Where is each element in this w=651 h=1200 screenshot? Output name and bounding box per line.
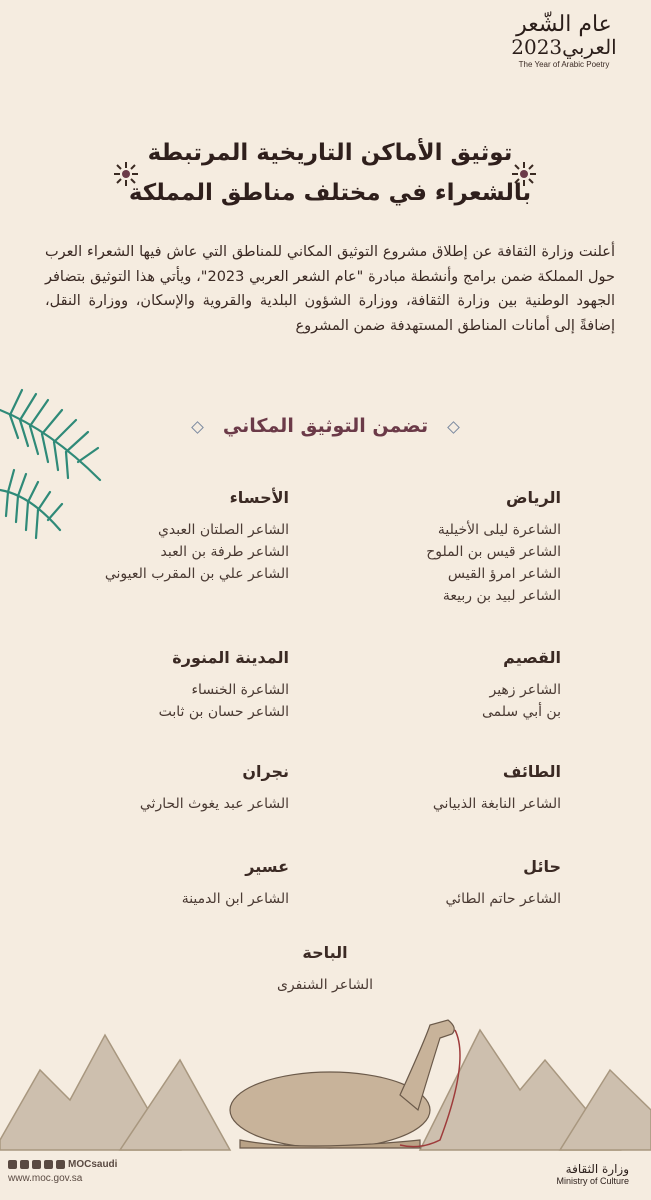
- poet-name: الشاعرة ليلى الأخيلية: [437, 522, 561, 538]
- region-riyadh: [361, 488, 561, 607]
- region-name: عسير: [245, 857, 289, 876]
- logo-line-2: العربي2023: [511, 35, 617, 59]
- camel-icon: [230, 1020, 454, 1148]
- region-baha: [225, 943, 425, 996]
- footer-social: [8, 1159, 117, 1184]
- ministry-logo: [556, 1162, 629, 1186]
- region-madinah: [49, 648, 289, 723]
- subheading: [0, 415, 651, 437]
- page-title: [120, 133, 540, 213]
- region-name: الباحة: [302, 943, 348, 962]
- region-asir: [49, 857, 289, 910]
- region-hail: [361, 857, 561, 910]
- poet-name: الشاعر الصلتان العبدي: [157, 522, 289, 538]
- region-taif: [361, 762, 561, 815]
- region-najran: [49, 762, 289, 815]
- poet-name: الشاعرة الخنساء: [191, 682, 289, 698]
- poet-name: الشاعر حاتم الطائي: [445, 891, 561, 907]
- poet-name: الشاعر ابن الدمينة: [181, 891, 289, 907]
- year-of-arabic-poetry-logo: [499, 14, 629, 69]
- region-name: نجران: [242, 762, 289, 781]
- desert-illustration: [0, 1000, 651, 1160]
- poet-name: الشاعر طرفة بن العبد: [160, 544, 289, 560]
- logo-line-1: عام الشّعر: [516, 12, 612, 37]
- poet-name: الشاعر حسان بن ثابت: [158, 704, 289, 720]
- subheading-text: تضمن التوثيق المكاني: [222, 415, 429, 437]
- tiktok-icon[interactable]: [32, 1160, 41, 1169]
- ministry-name-ar: وزارة الثقافة: [565, 1162, 629, 1176]
- facebook-icon[interactable]: [44, 1160, 53, 1169]
- poet-name: الشاعر النابغة الذبياني: [432, 796, 561, 812]
- social-handle: MOCsaudi: [68, 1159, 118, 1170]
- x-icon[interactable]: [8, 1160, 17, 1169]
- announcement-paragraph: أعلنت وزارة الثقافة عن إطلاق مشروع التوثيق المكاني للمناطق التي عاش فيها الشعراء العرب حول المملكة ضمن برامج وأنشطة مبادرة "عام الشعر العربي 2023"، ويأتي هذا التوثيق بتضافر الجهود الوطنية بين وزارة الثقافة، ووزارة الشؤون البلدية والقروية والإسكان، ووزارة النقل، إضافةً إلى أمانات المناطق المستهدفة ضمن المشروع: [45, 244, 615, 334]
- snapchat-icon[interactable]: [56, 1160, 65, 1169]
- poet-name: الشاعر امرؤ القيس: [447, 566, 561, 582]
- diamond-icon: [447, 421, 460, 434]
- poet-name: الشاعر الشنفرى: [276, 977, 374, 993]
- region-name: حائل: [523, 857, 561, 876]
- poet-name: الشاعر قيس بن الملوح: [426, 544, 561, 560]
- poet-name: الشاعر زهير: [489, 682, 561, 698]
- poet-name: الشاعر علي بن المقرب العيوني: [104, 566, 289, 582]
- region-name: الأحساء: [229, 488, 289, 507]
- logo-english: The Year of Arabic Poetry: [518, 60, 610, 69]
- region-ahsa: [49, 488, 289, 585]
- region-name: الرياض: [506, 488, 561, 507]
- diamond-icon: [191, 421, 204, 434]
- title-line-1: توثيق الأماكن التاريخية المرتبطة: [147, 140, 513, 166]
- social-icons: [8, 1159, 117, 1170]
- region-name: الطائف: [502, 762, 561, 781]
- instagram-icon[interactable]: [20, 1160, 29, 1169]
- title-line-2: بالشعراء في مختلف مناطق المملكة: [128, 180, 532, 206]
- ministry-name-en: Ministry of Culture: [556, 1176, 629, 1186]
- region-qassim: [361, 648, 561, 723]
- poet-name: بن أبي سلمى: [481, 704, 561, 720]
- region-name: المدينة المنورة: [172, 648, 289, 667]
- website-url[interactable]: www.moc.gov.sa: [8, 1173, 83, 1184]
- region-name: القصيم: [503, 648, 561, 667]
- poet-name: الشاعر لبيد بن ربيعة: [442, 588, 561, 604]
- poet-name: الشاعر عبد يغوث الحارثي: [139, 796, 289, 812]
